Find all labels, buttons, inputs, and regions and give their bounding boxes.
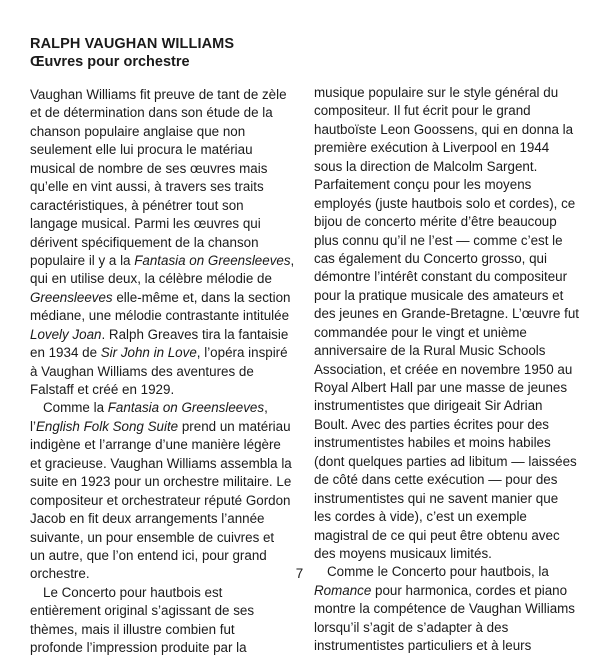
text-line (314, 139, 594, 157)
text-line (30, 363, 300, 381)
body-text: seulement elle lui procura le matériau (30, 142, 253, 158)
body-text: orchestre. (30, 566, 90, 582)
text-line (314, 434, 594, 452)
body-text: , l’opéra inspiré (196, 345, 288, 361)
body-text: suivante, un pour ensemble de cuivres et (30, 529, 275, 545)
text-line (314, 324, 594, 342)
text-line (30, 639, 300, 657)
text-line (30, 344, 300, 362)
body-text: un autre, que l’on entend ici, pour grand (30, 547, 267, 563)
text-line (30, 289, 300, 307)
text-line (30, 602, 300, 620)
text-line (314, 342, 594, 360)
italic-title-text: Sir John in Love (100, 345, 197, 361)
body-text: Royal Albert Hall par une masse de jeunes (314, 380, 568, 395)
text-line (30, 178, 300, 196)
text-line (30, 381, 300, 399)
text-line (30, 326, 300, 344)
text-line (30, 399, 300, 417)
text-line (314, 121, 594, 139)
italic-title-text: Romance (314, 582, 372, 598)
body-text: anniversaire de la Rural Music Schools (314, 343, 546, 359)
text-line (30, 529, 300, 547)
body-text: Comme la (43, 400, 108, 416)
body-text: instrumentistes que dirigeait Sir Adrian (314, 398, 543, 414)
text-line (314, 619, 594, 637)
body-text: Association, et créée en novembre 1950 au (314, 361, 573, 377)
body-text: Jacob en fit deux arrangements l’année (30, 511, 265, 527)
body-text: Comme le Concerto pour hautbois, la (327, 564, 549, 580)
works-subheading: Œuvres pour orchestre (30, 54, 190, 70)
text-line (314, 582, 594, 600)
text-line (314, 397, 594, 415)
text-line (30, 418, 300, 436)
body-text: (dont quelques parties ad libitum — laissées (314, 453, 577, 469)
text-line (30, 270, 300, 288)
text-line (30, 215, 300, 233)
body-text: qui en utilise deux, la célèbre mélodie de (30, 271, 272, 287)
body-text: dérivent spécifiquement de la chanson (30, 234, 259, 250)
text-line (30, 160, 300, 178)
body-text: pour la pratique musicale des amateurs et (314, 287, 564, 303)
body-text: montre la compétence de Vaughan Williams (314, 601, 575, 617)
body-text: et de détermination dans son étude de la (30, 105, 273, 121)
body-text: instrumentistes habiles et moins habiles (314, 435, 551, 451)
text-line (314, 158, 594, 176)
body-text: cas également du Concerto grosso, qui (314, 250, 547, 266)
text-line (314, 600, 594, 618)
body-text: des jeunes en Grande-Bretagne. L’œuvre fut (314, 306, 579, 322)
text-line (30, 436, 300, 454)
body-text: prend un matériau (178, 418, 291, 434)
text-line (30, 307, 300, 325)
body-text: hautboïste Leon Goossens, qui en donna la (314, 121, 574, 137)
body-text: en 1934 de (30, 345, 101, 361)
text-line (30, 510, 300, 528)
text-line (30, 104, 300, 122)
body-text: Vaughan Williams fit preuve de tant de zèle (30, 87, 287, 102)
italic-title-text: Fantasia on Greensleeves (134, 252, 291, 268)
body-text: et gracieuse. Vaughan Williams assembla la (30, 455, 292, 471)
body-text: l’ (30, 418, 36, 434)
italic-title-text: English Folk Song Suite (35, 418, 179, 434)
text-line (314, 379, 594, 397)
body-text: instrumentistes qui ne savent manier que (314, 490, 559, 506)
text-line (314, 471, 594, 489)
text-line (30, 123, 300, 141)
body-text: Boult. Avec des parties écrites pour des (314, 416, 549, 432)
body-text: de côté dans cette exécution — pour des (314, 472, 558, 488)
text-line (314, 84, 594, 102)
page-number: 7 (295, 566, 304, 581)
text-line (30, 584, 300, 602)
body-text: première exécution à Liverpool en 1944 (314, 140, 550, 156)
text-line (314, 453, 594, 471)
text-line (30, 141, 300, 159)
body-text: musical de nombre de ses œuvres mais (30, 160, 268, 176)
text-line (314, 490, 594, 508)
body-text: sous la direction de Malcolm Sargent. (314, 158, 538, 174)
italic-title-text: Greensleeves (30, 289, 113, 305)
italic-title-text: Fantasia on Greensleeves (107, 400, 265, 416)
text-line (314, 416, 594, 434)
body-text: qu’elle en vint aussi, à travers ses traits (30, 179, 264, 195)
body-text: instrumentistes particuliers et à leurs (314, 638, 532, 654)
text-line (30, 547, 300, 565)
body-text: pour harmonica, cordes et piano (371, 582, 568, 598)
body-text: chanson populaire anglaise que non (30, 123, 246, 139)
text-line (30, 234, 300, 252)
body-text: compositeur et orchestrateur réputé Gordon (30, 492, 291, 508)
body-text: langage musical. Parmi les œuvres qui (30, 216, 261, 232)
body-text: musique populaire sur le style général du (314, 85, 559, 100)
text-line (30, 473, 300, 491)
body-text: entièrement original s’agissant de ses (30, 603, 255, 619)
body-text: thèmes, mais il illustre combien fut (30, 621, 235, 637)
text-line (30, 621, 300, 639)
body-text: Falstaff et créé en 1929. (30, 382, 175, 397)
body-text: les cordes à vide), c’est un exemple (314, 509, 527, 525)
text-line (314, 195, 594, 213)
text-line (314, 102, 594, 120)
text-line (314, 268, 594, 286)
text-line (314, 213, 594, 231)
text-line (314, 508, 594, 526)
text-line (314, 361, 594, 379)
text-line (30, 86, 300, 104)
body-text: , (290, 252, 295, 268)
body-text: elle-même et, dans la section (112, 289, 291, 305)
text-line (314, 545, 594, 563)
body-text: Le Concerto pour hautbois est (43, 584, 223, 600)
text-line (314, 250, 594, 268)
body-text: caractéristiques, à pénétrer tout son (30, 197, 244, 213)
text-line (30, 197, 300, 215)
body-text: médiane, une mélodie contrastante intitulée (30, 308, 290, 324)
body-text: lorsqu’il s’agit de s’adapter à des (314, 619, 509, 635)
text-line (314, 637, 594, 655)
body-text: compositeur. Il fut écrit pour le grand (314, 103, 531, 119)
body-text: indigène et l’arrange d’une manière légère (30, 437, 281, 453)
body-text: plus connu qu’il ne l’est — comme c’est le (314, 232, 563, 248)
text-line (30, 492, 300, 510)
body-text: des moyens musicaux limités. (314, 545, 492, 561)
text-line (30, 252, 300, 270)
body-text: employés (juste hautbois solo et cordes), ce (314, 195, 576, 211)
body-text: , (264, 400, 268, 416)
body-text: populaire il y a la (30, 252, 135, 268)
body-text: Parfaitement conçu pour les moyens (314, 177, 532, 193)
body-text: suite en 1923 pour un orchestre militaire. Le (30, 474, 292, 490)
body-text: profonde l’impression produite par la (30, 640, 247, 656)
body-text: démontre l’intérêt constant du compositeur (314, 269, 568, 285)
text-line (314, 232, 594, 250)
text-line (314, 287, 594, 305)
italic-title-text: Lovely Joan (30, 326, 102, 342)
text-line (314, 305, 594, 323)
body-text: commandée pour le vingt et unième (314, 324, 527, 340)
body-text: à Vaughan Williams des aventures de (30, 363, 254, 379)
text-line (314, 527, 594, 545)
text-line (30, 455, 300, 473)
body-text: bijou de concerto mérite d’être beaucoup (314, 214, 557, 230)
body-text: . Ralph Greaves tira la fantaisie (101, 326, 289, 342)
composer-heading: RALPH VAUGHAN WILLIAMS (30, 36, 235, 52)
body-text: magistral de ce qui peut être obtenu avec (314, 527, 560, 543)
text-line (314, 176, 594, 194)
